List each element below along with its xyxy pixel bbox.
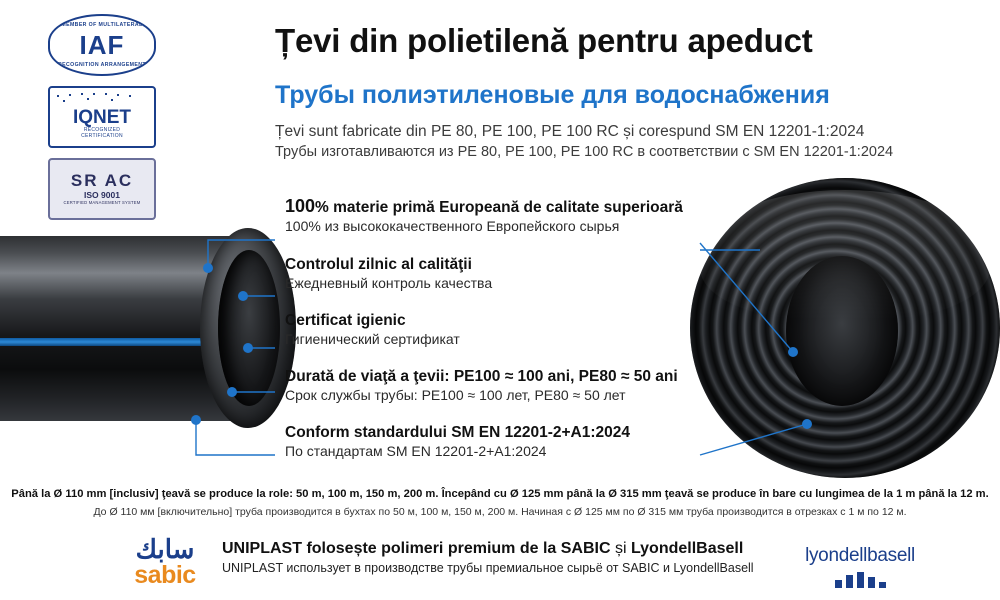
page-title: Țevi din polietilenă pentru apeduct bbox=[275, 22, 813, 59]
partner-uniplast-ro-prefix: UNIPLAST folosește polimeri premium de la bbox=[222, 540, 561, 557]
lead-text-ru: Трубы изготавливаются из PE 80, PE 100, PE 100 RC в соответствии с SM EN 12201-1:2024 bbox=[275, 144, 894, 160]
lyondellbasell-bars-icon bbox=[770, 572, 950, 588]
iaf-arc-top-text: MEMBER OF MULTILATERAL bbox=[61, 22, 143, 28]
callout-standard-conformity bbox=[285, 424, 630, 459]
callout-daily-quality-control bbox=[285, 256, 492, 291]
sabic-arabic-text: سابك bbox=[135, 534, 195, 564]
pipe-coil-illustration bbox=[690, 178, 1000, 478]
pipe-bore bbox=[218, 250, 280, 406]
callout-hygiene-certificate bbox=[285, 312, 460, 347]
callout-ro-rest: % materie primă Europeană de calitate superioară bbox=[315, 199, 683, 216]
iqnet-sub-1: RECOGNIZED bbox=[83, 126, 121, 133]
callout-ro-prefix: Durată de viaţă a ţevii: bbox=[285, 368, 454, 385]
iqnet-certificate bbox=[48, 86, 156, 148]
callout-ro-text bbox=[285, 368, 678, 386]
callout-ru-text: Гигиенический сертификат bbox=[285, 331, 460, 347]
iaf-certificate bbox=[48, 14, 156, 76]
callout-ro-value: PE100 ≈ 100 ani, PE80 ≈ 50 ani bbox=[453, 368, 678, 385]
lyondellbasell-wordmark: lyondellbasell bbox=[805, 545, 915, 566]
iqnet-dots-icon bbox=[50, 92, 154, 105]
note-ro: Până la Ø 110 mm [inclusiv] ţeavă se produce la role: 50 m, 100 m, 150 m, 200 m. Începând cu Ø 125 mm până la Ø 315 mm ţeavă se produce în bare cu lungimea de la 1 m până la 12 m. bbox=[11, 488, 989, 500]
pipe-illustration bbox=[0, 188, 330, 478]
srac-iso-label: ISO 9001 bbox=[84, 189, 120, 200]
partner-statement-ru: UNIPLAST использует в производстве трубы премиальное сырьё от SABIC и LyondellBasell bbox=[222, 561, 754, 575]
callout-ro-text bbox=[285, 196, 683, 217]
note-ru: До Ø 110 мм [включительно] труба производится в бухтах по 50 м, 100 м, 150 м, 200 м. Начиная с Ø 125 мм по Ø 315 мм труба производится в отрезках с 1 м по 12 м. bbox=[93, 506, 907, 518]
iaf-arc-bottom-text: RECOGNITION ARRANGEMENT bbox=[58, 62, 146, 68]
callout-ru-text: Ежедневный контроль качества bbox=[285, 275, 493, 291]
callout-percent: 100 bbox=[285, 196, 316, 216]
page-subtitle: Трубы полиэтиленовые для водоснабжения bbox=[275, 81, 830, 109]
sabic-latin-text: sabic bbox=[134, 561, 196, 589]
lyondellbasell-logo bbox=[770, 545, 950, 588]
lead-text-ro: Țevi sunt fabricate din PE 80, PE 100, PE 100 RC și corespund SM EN 12201-1:2024 bbox=[275, 123, 865, 140]
callout-european-raw-material bbox=[285, 196, 683, 234]
iqnet-sub-2: CERTIFICATION bbox=[81, 132, 123, 139]
iaf-label: IAF bbox=[79, 30, 125, 60]
partner-lyondell-name: LyondellBasell bbox=[630, 540, 744, 557]
callout-ru-text: 100% из высококачественного Европейского сырья bbox=[285, 218, 620, 234]
sabic-logo bbox=[110, 534, 220, 590]
srac-label: SR AC bbox=[70, 171, 134, 191]
callout-ro-text: Controlul zilnic al calităţii bbox=[285, 256, 472, 273]
partner-sabic-name: SABIC bbox=[560, 540, 611, 557]
callout-ro-text: Conform standardului SM EN 12201-2+A1:2024 bbox=[285, 424, 630, 441]
srac-tiny-text: CERTIFIED MANAGEMENT SYSTEM bbox=[63, 199, 141, 205]
callout-ru-text: По стандартам SM EN 12201-2+A1:2024 bbox=[285, 443, 547, 459]
partner-statement bbox=[222, 540, 762, 575]
callout-service-life bbox=[285, 368, 678, 403]
partner-conjunction: și bbox=[610, 540, 631, 557]
callout-ro-text: Certificat igienic bbox=[285, 312, 406, 329]
iqnet-label: IQNET bbox=[72, 106, 132, 128]
partner-statement-ro bbox=[222, 540, 762, 558]
callout-ru-text: Срок службы трубы: PE100 ≈ 100 лет, PE80 ≈ 50 лет bbox=[285, 387, 626, 403]
